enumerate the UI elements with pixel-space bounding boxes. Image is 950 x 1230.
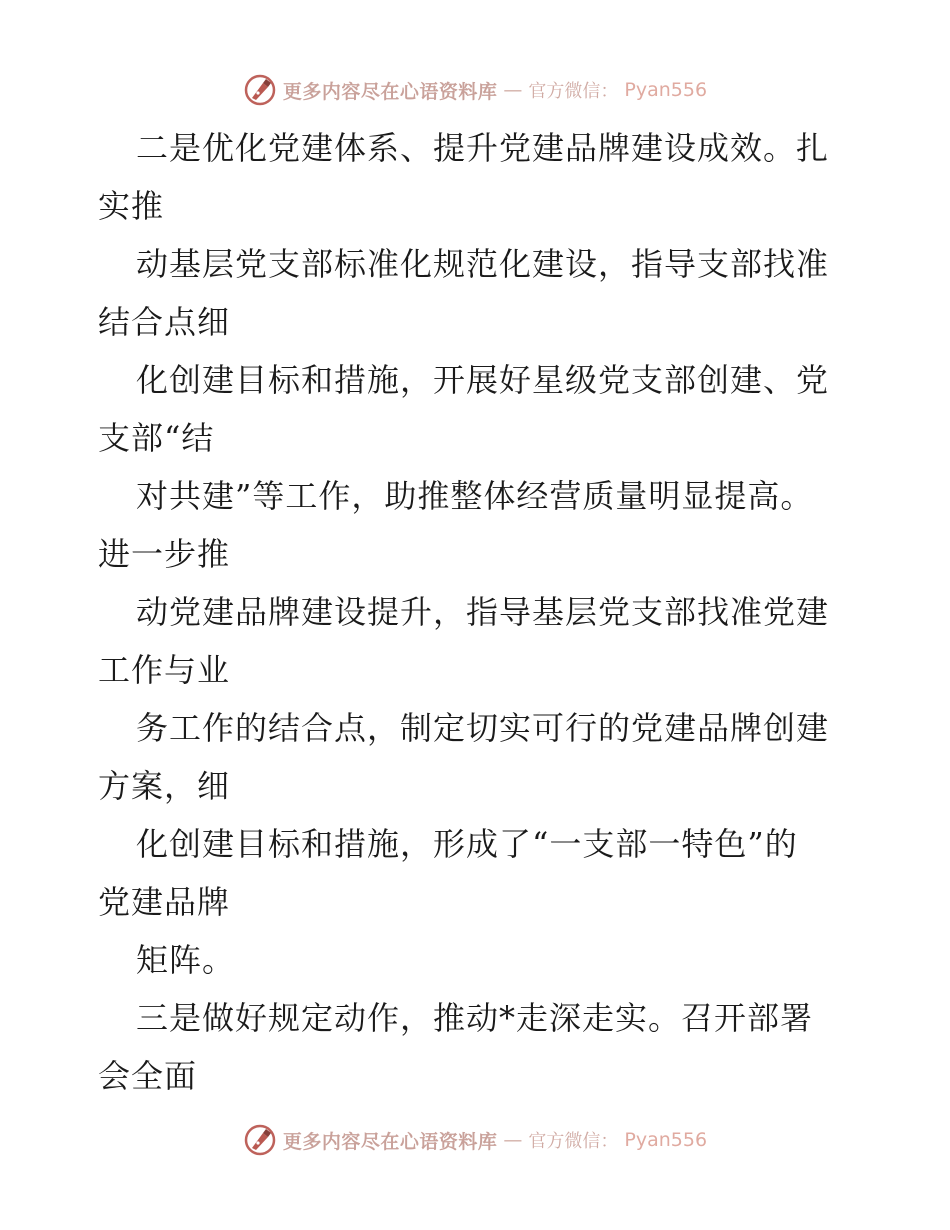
text-line: 务工作的结合点，制定切实可行的党建品牌创建	[136, 709, 830, 747]
page-header-watermark	[0, 70, 950, 110]
watermark-main-text: 更多内容尽在心语资料库	[282, 80, 498, 103]
text-line: 实推	[98, 187, 165, 225]
document-body	[98, 119, 858, 1105]
text-line: 方案，细	[98, 767, 231, 805]
watermark-separator: —	[503, 1129, 523, 1151]
watermark-sub-text: 官方微信：	[528, 81, 619, 102]
pen-nib-logo-icon	[243, 1123, 277, 1157]
watermark-wechat-id: Pyan556	[624, 79, 708, 101]
watermark-sub-text: 官方微信：	[528, 1131, 619, 1152]
text-line: 进一步推	[98, 535, 231, 573]
text-line: 化创建目标和措施，开展好星级党支部创建、党	[136, 361, 830, 399]
text-line: 工作与业	[98, 651, 231, 689]
watermark	[243, 1123, 707, 1157]
watermark	[243, 73, 707, 107]
text-line: 对共建”等工作，助推整体经营质量明显提高。	[136, 477, 814, 515]
text-line: 二是优化党建体系、提升党建品牌建设成效。扎	[136, 129, 830, 167]
watermark-wechat-id: Pyan556	[624, 1129, 708, 1151]
watermark-separator: —	[503, 79, 523, 101]
text-line: 矩阵。	[136, 941, 236, 979]
text-line: 化创建目标和措施，形成了“一支部一特色”的	[136, 825, 798, 863]
text-line: 动基层党支部标准化规范化建设，指导支部找准	[136, 245, 830, 283]
text-line: 动党建品牌建设提升，指导基层党支部找准党建	[136, 593, 830, 631]
text-line: 会全面	[98, 1057, 198, 1095]
text-line: 三是做好规定动作，推动*走深走实。召开部署	[136, 999, 814, 1037]
page-footer-watermark	[0, 1120, 950, 1160]
pen-nib-logo-icon	[243, 73, 277, 107]
text-line: 结合点细	[98, 303, 231, 341]
text-line: 党建品牌	[98, 883, 231, 921]
watermark-main-text: 更多内容尽在心语资料库	[282, 1130, 498, 1153]
text-line: 支部“结	[98, 419, 215, 457]
